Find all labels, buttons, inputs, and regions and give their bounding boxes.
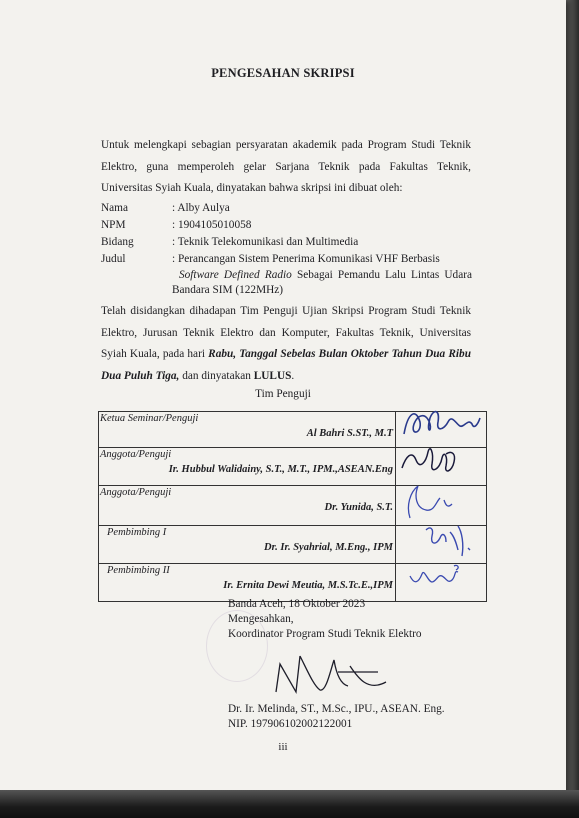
examiner-info [99,564,396,602]
examiner-row [99,448,487,486]
page-number: iii [278,741,288,753]
examiner-info [99,412,396,448]
examiner-role: Anggota/Penguji [100,487,172,498]
examiner-row [99,564,487,602]
signature-icon [396,558,486,598]
student-info [101,201,472,299]
intro-paragraph: Untuk melengkapi sebagian persyaratan akademik pada Program Studi Teknik Elektro, guna memperoleh gelar Sarjana Teknik pada Fakultas Teknik, Universitas Syiah Kuala, dinyatakan bahwa skripsi ini dibuat oleh: [101,139,471,194]
examiner-role: Ketua Seminar/Penguji [100,413,199,424]
signature-icon [396,520,486,560]
bidang-value: : Teknik Telekomunikasi dan Multimedia [172,236,359,248]
info-row-npm [101,218,472,233]
examiner-name: Ir. Ernita Dewi Meutia, M.S.Tc.E.,IPM [223,580,393,591]
npm-label: NPM [101,219,126,231]
info-row-nama [101,201,472,216]
result-text-end: . [291,369,295,382]
status-text: LULUS [253,369,292,382]
examiner-role: Anggota/Penguji [100,449,172,460]
examiner-table [98,411,487,602]
page-bottom-shadow [0,790,579,818]
coordinator-signature-icon [268,642,408,702]
tim-penguji-heading: Tim Penguji [255,388,311,400]
page-title: PENGESAHAN SKRIPSI [211,66,355,80]
bidang-label: Bidang [101,236,134,248]
signature-icon [396,404,486,444]
examiner-name: Dr. Yunida, S.T. [324,502,393,513]
signature-icon [396,442,486,482]
examiner-info [99,526,396,564]
examiner-name: Dr. Ir. Syahrial, M.Eng., IPM [264,542,393,553]
judul-value [172,252,472,299]
info-row-judul [101,252,472,299]
judul-text-post: Sebagai Pemandu Lalu Lintas Udara Bandara SIM (122MHz) [172,268,472,296]
place-date: Banda Aceh, 18 Oktober 2023 [228,598,366,610]
signature-icon [396,482,486,522]
result-paragraph [101,301,471,387]
judul-label: Judul [101,253,126,265]
nama-value: : Alby Aulya [172,202,230,214]
examiner-name: Al Bahri S.ST., M.T [306,428,393,439]
examiner-info [99,486,396,526]
npm-value: : 1904105010058 [172,219,252,231]
nama-label: Nama [101,202,128,214]
judul-text-italic: Software Defined Radio [179,268,292,281]
signer-nip: NIP. 197906102002122001 [228,718,353,730]
result-text-mid: dan dinyatakan [182,369,251,382]
mengesahkan-text: Mengesahkan, [228,613,294,625]
signature-cell [396,448,487,486]
judul-text-pre: : Perancangan Sistem Penerima Komunikasi VHF Berbasis [172,253,440,265]
examiner-role: Pembimbing I [107,527,167,538]
exam-date: Rabu, Tanggal Sebelas Bulan Oktober Tahun Dua Ribu Dua Puluh Tiga, [101,348,471,382]
examiner-role: Pembimbing II [107,565,170,576]
coordinator-title: Koordinator Program Studi Teknik Elektro [228,628,422,640]
result-text-pre: Telah disidangkan dihadapan Tim Penguji Ujian Skripsi Program Studi Teknik Elektro, Jurusan Teknik Elektro dan Komputer, Fakultas Teknik, Universitas Syiah Kuala, pada hari [101,305,471,360]
signature-cell [396,564,487,602]
info-row-bidang [101,235,472,250]
examiner-info [99,448,396,486]
approval-block [228,597,445,732]
examiner-name: Ir. Hubbul Walidainy, S.T., M.T., IPM.,ASEAN.Eng [168,464,393,475]
signer-name: Dr. Ir. Melinda, ST., M.Sc., IPU., ASEAN. Eng. [228,703,445,715]
